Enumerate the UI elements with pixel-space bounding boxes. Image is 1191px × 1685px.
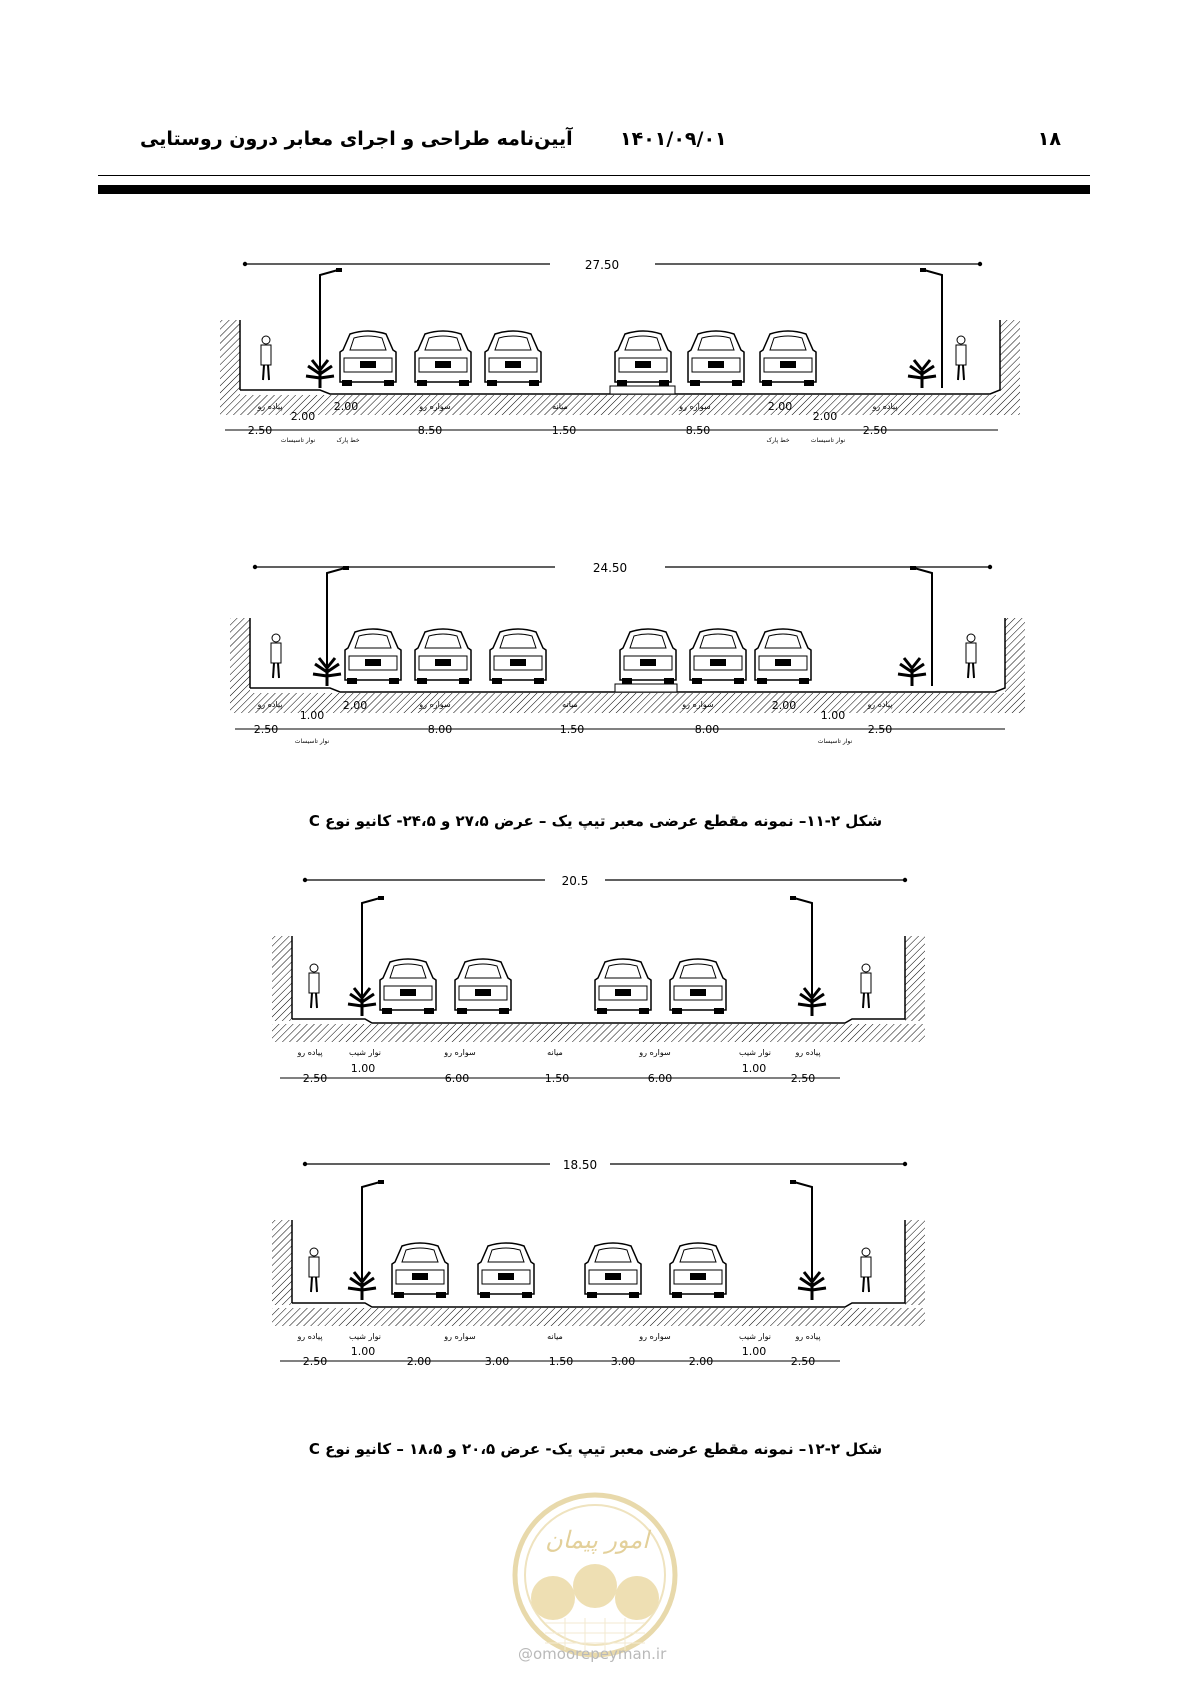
dim-label: 6.00 bbox=[444, 1072, 470, 1085]
lane-labels bbox=[296, 1332, 820, 1341]
dim-label: 1.00 bbox=[741, 1345, 767, 1358]
lane-label: پیاده رو bbox=[297, 1332, 323, 1341]
car-icon bbox=[392, 1243, 448, 1298]
car-icon bbox=[755, 629, 811, 684]
watermark-logo bbox=[505, 1488, 685, 1663]
car-icon bbox=[670, 1243, 726, 1298]
page-number: ۱۸ bbox=[1037, 128, 1061, 150]
dim-label: 1.00 bbox=[741, 1062, 767, 1075]
dim-label: 2.00 bbox=[771, 699, 797, 712]
dim-label: 1.00 bbox=[350, 1345, 376, 1358]
lane-label: نوار شیب bbox=[349, 1332, 381, 1341]
total-width-dimension bbox=[303, 1158, 907, 1172]
lane-label: سواره رو bbox=[444, 1048, 476, 1057]
lane-label: پیاده رو bbox=[257, 700, 283, 709]
cross-section-27-50 bbox=[200, 250, 1020, 490]
dim-label: 2.50 bbox=[790, 1072, 816, 1085]
dim-label: 6.00 bbox=[647, 1072, 673, 1085]
dim-label: 2.50 bbox=[867, 723, 893, 736]
total-width-label: 20.5 bbox=[561, 874, 589, 888]
dim-label: 2.00 bbox=[406, 1355, 432, 1365]
total-width-label: 18.50 bbox=[562, 1158, 598, 1172]
dim-label: 2.00 bbox=[812, 410, 838, 423]
tree-icon bbox=[908, 360, 936, 388]
watermark-logo-text: امور پیمان bbox=[545, 1526, 649, 1554]
car-icon bbox=[415, 331, 471, 386]
car-icon bbox=[595, 959, 651, 1014]
lane-label: پیاده رو bbox=[795, 1048, 821, 1057]
total-width-dimension bbox=[303, 874, 907, 888]
pedestrian-icon bbox=[861, 964, 871, 1008]
document-date: ۱۴۰۱/۰۹/۰۱ bbox=[620, 128, 727, 150]
lane-label: میانه bbox=[547, 1332, 563, 1341]
car-icon bbox=[688, 331, 744, 386]
dim-label: 2.50 bbox=[302, 1355, 328, 1365]
pedestrian-icon bbox=[309, 964, 319, 1008]
lane-label: نوار شیب bbox=[739, 1332, 771, 1341]
car-icon bbox=[415, 629, 471, 684]
dim-label: 1.50 bbox=[559, 723, 585, 736]
dim-label: 1.00 bbox=[350, 1062, 376, 1075]
figure-caption-11: شکل ۲-۱۱– نمونه مقطع عرضی معبر تیپ یک – عرض ۲۷،۵ و ۲۴،۵- کانیو نوع C bbox=[308, 812, 883, 830]
pedestrian-icon bbox=[956, 336, 966, 380]
sub-label: نوار تاسیسات bbox=[294, 738, 330, 745]
header-rule-thin bbox=[98, 175, 1090, 176]
lane-label: نوار شیب bbox=[739, 1048, 771, 1057]
dimension-row bbox=[280, 1062, 840, 1085]
sub-labels bbox=[295, 738, 853, 745]
dim-label: 1.00 bbox=[820, 709, 846, 722]
lane-label: سواره رو bbox=[639, 1048, 671, 1057]
lane-label: نوار شیب bbox=[349, 1048, 381, 1057]
car-icon bbox=[340, 331, 396, 386]
dim-label: 8.50 bbox=[417, 424, 443, 437]
car-icon bbox=[490, 629, 546, 684]
dim-label: 8.50 bbox=[685, 424, 711, 437]
dim-label: 1.50 bbox=[544, 1072, 570, 1085]
sub-label: خط پارک bbox=[766, 437, 790, 444]
car-icon bbox=[345, 629, 401, 684]
dim-label: 8.00 bbox=[427, 723, 453, 736]
car-icon bbox=[585, 1243, 641, 1298]
document-title: آیین‌نامه طراحی و اجرای معابر درون روستایی bbox=[140, 128, 573, 150]
lane-label: پیاده رو bbox=[257, 402, 283, 411]
pedestrian-icon bbox=[966, 634, 976, 678]
dim-label: 8.00 bbox=[694, 723, 720, 736]
car-icon bbox=[620, 629, 676, 684]
dim-label: 2.50 bbox=[790, 1355, 816, 1365]
lane-label: پیاده رو bbox=[795, 1332, 821, 1341]
dim-label: 1.00 bbox=[299, 709, 325, 722]
dim-label: 1.50 bbox=[551, 424, 577, 437]
dim-label: 2.50 bbox=[253, 723, 279, 736]
lane-label: پیاده رو bbox=[867, 700, 893, 709]
total-width-label: 24.50 bbox=[592, 561, 628, 575]
dim-label: 2.00 bbox=[688, 1355, 714, 1365]
watermark-url: @omoorepeyman.ir bbox=[518, 1645, 667, 1663]
sub-label: نوار تاسیسات bbox=[280, 437, 316, 444]
sub-label: نوار تاسیسات bbox=[810, 437, 846, 444]
lane-label: سواره رو bbox=[682, 700, 714, 709]
dim-label: 2.00 bbox=[333, 400, 359, 413]
lane-label: میانه bbox=[562, 700, 578, 709]
lane-label: سواره رو bbox=[419, 402, 451, 411]
cross-section-24-50 bbox=[210, 553, 1030, 783]
cross-section-18-50 bbox=[260, 1150, 940, 1365]
total-width-dimension bbox=[253, 561, 992, 575]
dim-label: 3.00 bbox=[610, 1355, 636, 1365]
lane-labels bbox=[296, 1048, 820, 1057]
total-width-dimension bbox=[243, 258, 982, 272]
pedestrian-icon bbox=[309, 1248, 319, 1292]
lane-label: پیاده رو bbox=[297, 1048, 323, 1057]
pedestrian-icon bbox=[261, 336, 271, 380]
car-icon bbox=[615, 331, 671, 386]
pedestrian-icon bbox=[861, 1248, 871, 1292]
car-icon bbox=[690, 629, 746, 684]
car-icon bbox=[670, 959, 726, 1014]
dimension-row bbox=[280, 1345, 840, 1365]
total-width-label: 27.50 bbox=[584, 258, 620, 272]
dim-label: 1.50 bbox=[548, 1355, 574, 1365]
lane-label: پیاده رو bbox=[872, 402, 898, 411]
tree-icon bbox=[898, 658, 926, 686]
car-icon bbox=[478, 1243, 534, 1298]
dim-label: 3.00 bbox=[484, 1355, 510, 1365]
car-icon bbox=[455, 959, 511, 1014]
car-icon bbox=[485, 331, 541, 386]
dim-label: 2.00 bbox=[767, 400, 793, 413]
lane-label: سواره رو bbox=[419, 700, 451, 709]
pedestrian-icon bbox=[271, 634, 281, 678]
dim-label: 2.50 bbox=[247, 424, 273, 437]
dim-label: 2.00 bbox=[342, 699, 368, 712]
car-icon bbox=[380, 959, 436, 1014]
sub-label: نوار تاسیسات bbox=[817, 738, 853, 745]
car-icon bbox=[760, 331, 816, 386]
lane-label: میانه bbox=[552, 402, 568, 411]
figure-caption-12: شکل ۲-۱۲– نمونه مقطع عرضی معبر تیپ یک- عرض ۲۰،۵ و ۱۸،۵ – کانیو نوع C bbox=[308, 1440, 883, 1458]
cross-section-20-5 bbox=[260, 866, 940, 1086]
header-rule-thick bbox=[98, 185, 1090, 194]
lane-label: سواره رو bbox=[444, 1332, 476, 1341]
sub-labels bbox=[281, 436, 846, 444]
sub-label: خط پارک bbox=[336, 437, 360, 444]
lane-label: سواره رو bbox=[639, 1332, 671, 1341]
lane-label: سواره رو bbox=[679, 402, 711, 411]
lane-label: میانه bbox=[547, 1048, 563, 1057]
dim-label: 2.50 bbox=[302, 1072, 328, 1085]
dim-label: 2.00 bbox=[290, 410, 316, 423]
dim-label: 2.50 bbox=[862, 424, 888, 437]
